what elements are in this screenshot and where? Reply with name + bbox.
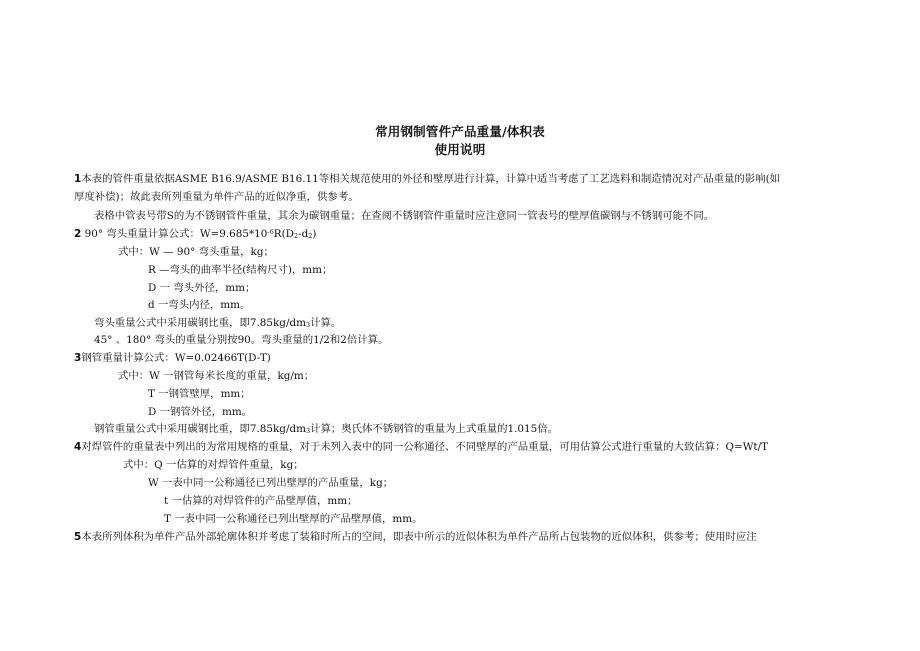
formula-text-d: ) (312, 228, 317, 240)
section-4-line-1 (74, 440, 768, 454)
formula-exponent: -6 (267, 228, 274, 236)
section-2-note-2: 45° 、180° 弯头的重量分别按90。弯头重量的1/2和2倍计算。 (94, 334, 389, 346)
note-exponent: 3 (305, 427, 311, 435)
section-3-where-t: T 一钢管壁厚，mm； (148, 388, 251, 400)
section-2-where-r: R —弯头的曲率半径(结构尺寸)，mm； (148, 264, 333, 276)
document-title: 常用钢制管件产品重量/体积表 (375, 124, 545, 139)
note-text-a: 弯头重量公式中采用碳钢比重，即7.85kg/dm (94, 317, 306, 329)
formula-text-b: R(D (273, 228, 294, 240)
section-number: 3 (74, 352, 82, 364)
section-3-where-w: 式中：W 一钢管每米长度的重量，kg/m； (118, 370, 315, 382)
formula-text: 钢管重量计算公式：W=0.02466T(D-T) (81, 352, 271, 364)
section-2-formula (74, 227, 316, 241)
section-4-where-q: 式中：Q 一估算的对焊管件重量，kg； (123, 459, 304, 471)
note-text-a: 钢管重量公式中采用碳钢比重，即7.85kg/dm (94, 423, 306, 435)
formula-subscript-2: 2 (308, 232, 313, 240)
formula-text-c: -d (298, 228, 309, 240)
section-5-line-1 (74, 530, 757, 544)
section-text: 对焊管件的重量表中列出的为常用规格的重量，对于未列入表中的同一公称通径、不同壁厚的产品重量，可用估算公式进行重量的大致估算：Q=Wt/T (81, 441, 769, 453)
document-subtitle: 使用说明 (434, 142, 486, 157)
section-2-where-w: 式中：W — 90° 弯头重量，kg； (118, 246, 274, 258)
section-1-line-2: 厚度补偿)；故此表所列重量为单件产品的近似净重，供参考。 (74, 191, 359, 203)
section-1-line-3: 表格中管表号带S的为不锈钢管件重量，其余为碳钢重量；在查阅不锈钢管件重量时应注意同一管表号的壁厚值碳钢与不锈钢可能不同。 (94, 210, 715, 222)
formula-subscript-1: 2 (293, 232, 299, 240)
section-3-formula (74, 351, 271, 365)
section-text: 本表的管件重量依据ASME B16.9/ASME B16.11等相关规范使用的外径和壁厚进行计算，计算中适当考虑了工艺选料和制造情况对产品重量的影响(如 (81, 173, 781, 185)
section-3-note (94, 422, 558, 436)
section-1-line-1 (74, 172, 780, 186)
note-text-b: 计算。 (310, 317, 342, 329)
section-2-note-1 (94, 316, 341, 330)
section-number: 5 (74, 531, 82, 543)
section-number: 2 (74, 228, 82, 240)
formula-text-a: 90° 弯头重量计算公式：W=9.685*10 (81, 228, 268, 240)
section-text: 本表所列体积为单件产品外部轮廓体积并考虑了装箱时所占的空间，即表中所示的近似体积为单件产品所占包装物的近似体积，供参考；使用时应注 (81, 531, 757, 543)
section-number: 1 (74, 173, 82, 185)
section-number: 4 (74, 441, 82, 453)
section-4-where-t-small: t 一估算的对焊管件的产品壁厚值，mm； (164, 495, 358, 507)
note-exponent: 3 (305, 321, 311, 329)
section-3-where-d: D 一钢管外径，mm。 (148, 406, 253, 418)
note-text-b: 计算；奥氏体不锈钢管的重量为上式重量的1.015倍。 (310, 423, 559, 435)
section-4-where-t-big: T 一表中同一公称通径已列出壁厚的产品壁厚值，mm。 (164, 513, 423, 525)
section-2-where-d-inner: d 一弯头内径，mm。 (148, 299, 251, 311)
section-2-where-d-outer: D 一 弯头外径，mm； (148, 282, 256, 294)
section-4-where-w: W 一表中同一公称通径已列出壁厚的产品重量，kg； (148, 477, 394, 489)
